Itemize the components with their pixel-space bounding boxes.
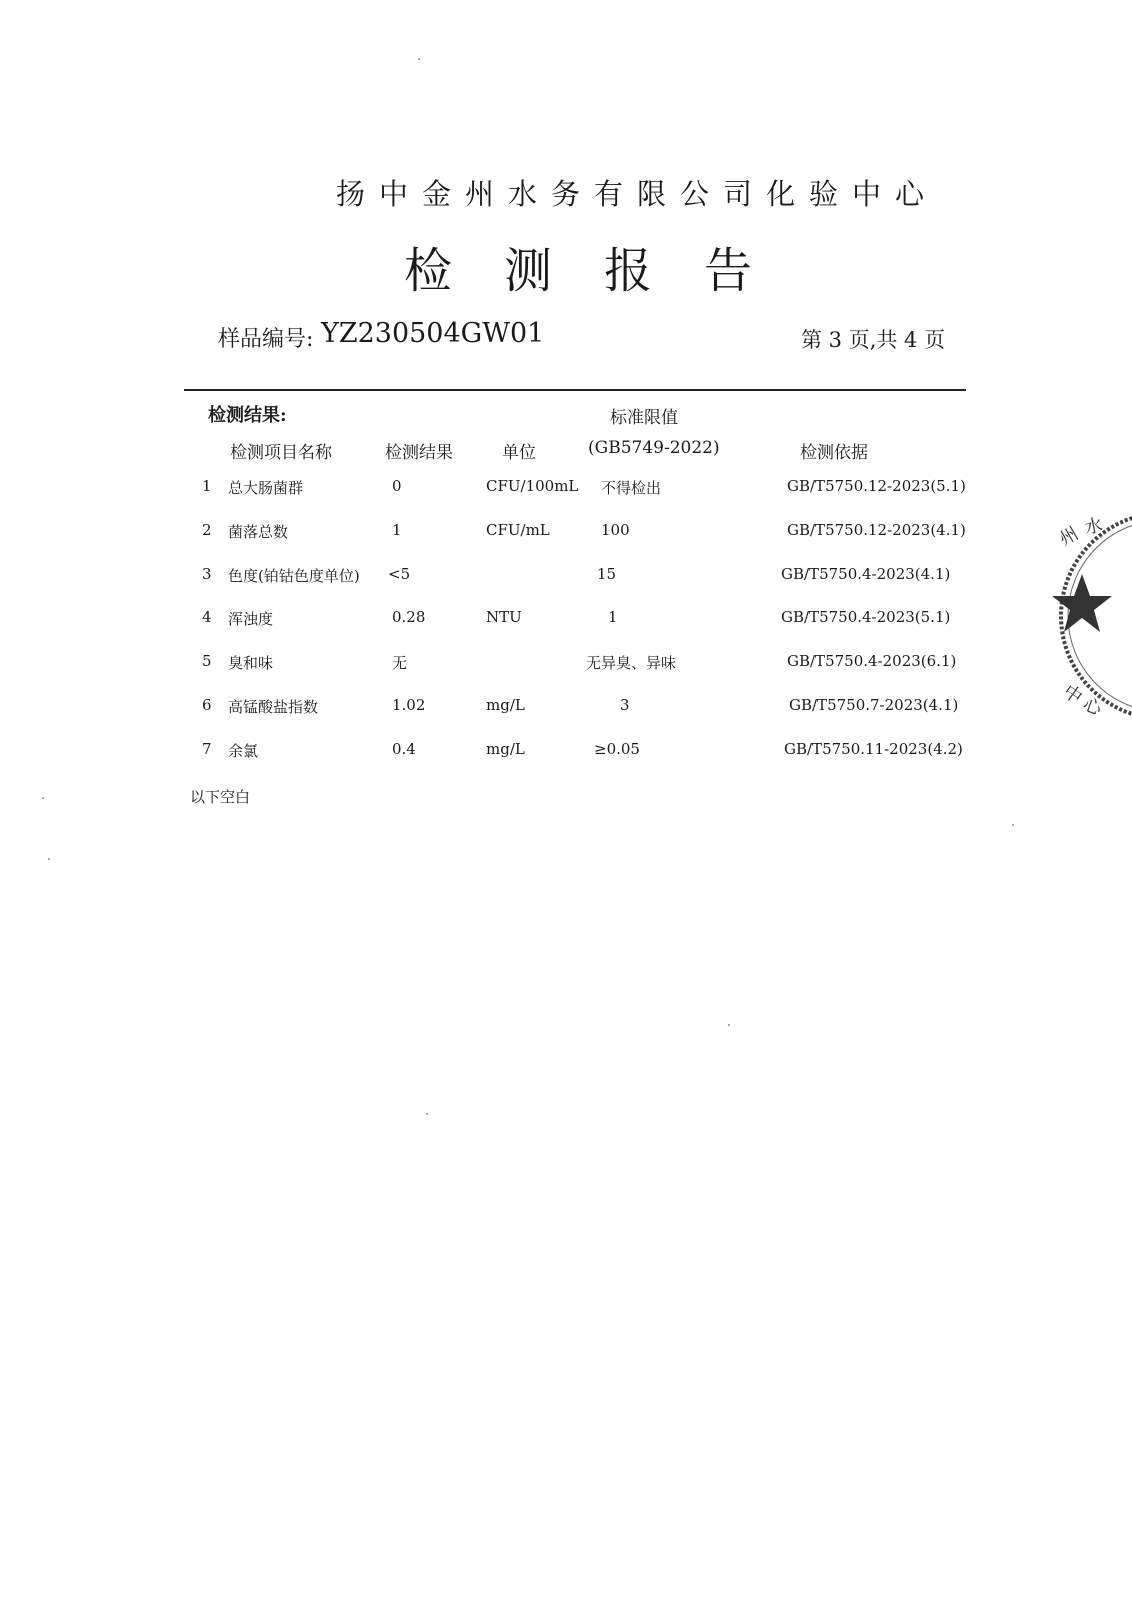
- svg-text:州: 州: [1056, 523, 1083, 551]
- report-title: 检测报告: [404, 243, 805, 299]
- standard-limit: 1: [608, 608, 618, 626]
- result-value: 1: [392, 521, 402, 539]
- item-name: 总大肠菌群: [228, 479, 304, 497]
- item-name: 浑浊度: [228, 610, 274, 628]
- result-value: 1.02: [392, 696, 426, 714]
- item-name: 高锰酸盐指数: [228, 698, 319, 716]
- unit: mg/L: [486, 696, 525, 714]
- unit: NTU: [486, 608, 522, 626]
- standard-limit-header: 标准限值: [610, 408, 678, 428]
- row-number: 2: [202, 521, 212, 539]
- standard-limit: 15: [597, 565, 617, 583]
- result-value: 0: [392, 477, 402, 495]
- sample-number-label: 样品编号:: [218, 327, 314, 352]
- result-value: 无: [392, 654, 408, 672]
- row-number: 7: [202, 740, 212, 758]
- test-method: GB/T5750.4-2023(6.1): [787, 652, 957, 670]
- unit: CFU/mL: [486, 521, 550, 539]
- end-note: 以下空白: [190, 788, 251, 806]
- sample-number-value: YZ230504GW01: [321, 318, 545, 349]
- column-header-result: 检测结果: [385, 443, 453, 463]
- test-method: GB/T5750.4-2023(5.1): [781, 608, 951, 626]
- item-name: 臭和味: [228, 654, 274, 672]
- scan-speck: [1012, 824, 1014, 826]
- svg-text:水: 水: [1082, 514, 1105, 539]
- item-name: 余氯: [228, 742, 259, 760]
- page-number: 第 3 页,共 4 页: [801, 328, 946, 352]
- scan-speck: [42, 797, 44, 799]
- row-number: 4: [202, 608, 212, 626]
- organization-name: 扬中金州水务有限公司化验中心: [336, 177, 939, 211]
- result-value: 0.28: [392, 608, 426, 626]
- standard-limit: ≥0.05: [594, 740, 640, 758]
- official-seal: [1052, 504, 1132, 728]
- results-section-title: 检测结果:: [208, 405, 287, 426]
- row-number: 1: [202, 477, 212, 495]
- svg-text:心: 心: [1080, 693, 1105, 720]
- unit: CFU/100mL: [486, 477, 579, 495]
- test-method: GB/T5750.12-2023(5.1): [787, 477, 966, 495]
- header-divider: [184, 389, 966, 391]
- column-header-basis: 检测依据: [800, 443, 868, 463]
- unit: mg/L: [486, 740, 525, 758]
- test-method: GB/T5750.4-2023(4.1): [781, 565, 951, 583]
- row-number: 3: [202, 565, 212, 583]
- standard-limit: 无异臭、异味: [586, 654, 677, 672]
- result-value: 0.4: [392, 740, 416, 758]
- standard-limit: 不得检出: [601, 479, 662, 497]
- test-method: GB/T5750.11-2023(4.2): [784, 740, 963, 758]
- scan-speck: [48, 858, 50, 860]
- standard-limit: 3: [620, 696, 630, 714]
- seal-icon: [1052, 504, 1132, 728]
- row-number: 6: [202, 696, 212, 714]
- column-header-standard: (GB5749-2022): [588, 438, 720, 458]
- test-method: GB/T5750.12-2023(4.1): [787, 521, 966, 539]
- column-header-item-name: 检测项目名称: [230, 443, 332, 463]
- svg-text:中: 中: [1059, 680, 1086, 709]
- item-name: 色度(铂钴色度单位): [228, 567, 360, 585]
- scan-speck: [418, 58, 420, 60]
- result-value: <5: [388, 565, 411, 583]
- test-method: GB/T5750.7-2023(4.1): [789, 696, 959, 714]
- column-header-unit: 单位: [502, 443, 536, 463]
- scan-speck: [728, 1024, 730, 1026]
- row-number: 5: [202, 652, 212, 670]
- item-name: 菌落总数: [228, 523, 289, 541]
- standard-limit: 100: [601, 521, 630, 539]
- scan-speck: [426, 1113, 428, 1115]
